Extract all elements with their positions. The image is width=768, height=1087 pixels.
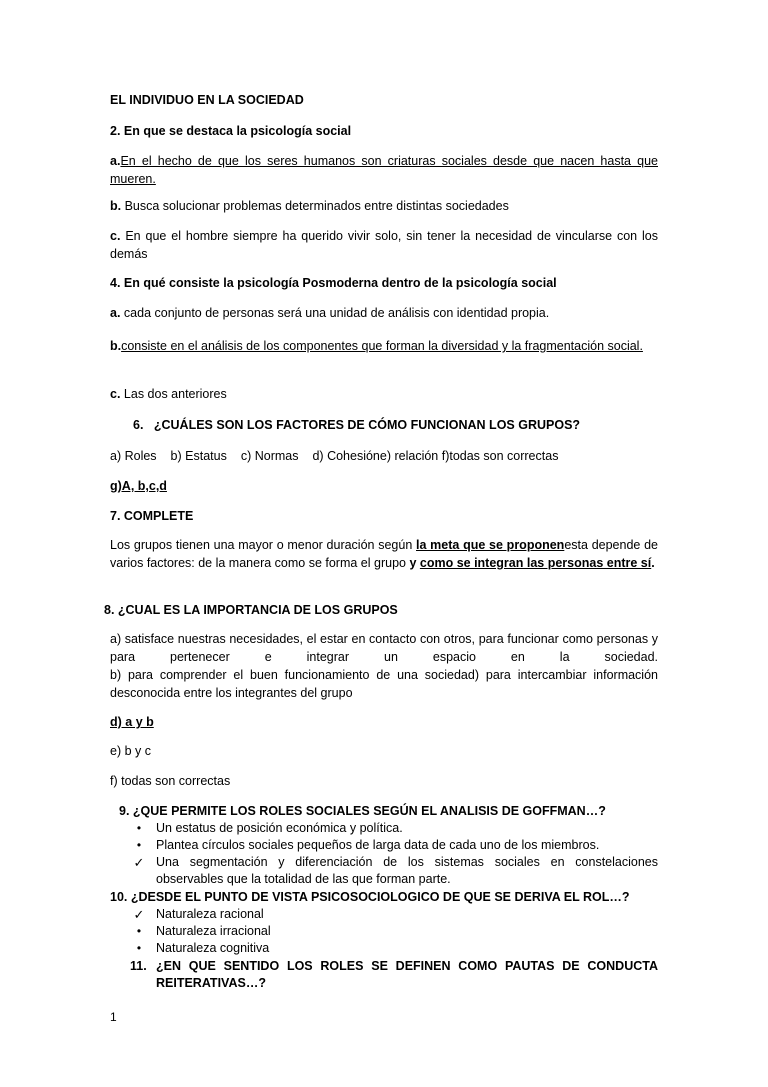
bullet-icon: •	[136, 924, 142, 938]
q9-item-1: Un estatus de posición económica y política.	[156, 821, 403, 835]
q7-blank-2: como se integran las personas entre sí	[419, 556, 652, 570]
q8-option-e: e) b y c	[110, 744, 151, 758]
q4-option-a-text: cada conjunto de personas será una unidad de análisis con identidad propia.	[120, 306, 550, 320]
q8-option-a: a) satisface nuestras necesidades, el estar en contacto con otros, para funcionar como personas y para pertenecer e integrar un espacio en la sociedad.	[110, 632, 658, 664]
document-title: EL INDIVIDUO EN LA SOCIEDAD	[110, 93, 304, 107]
q6-option-d: d) Cohesióne) relación f)todas son correctas	[312, 449, 559, 463]
q2-option-a-letter: a.	[110, 154, 121, 168]
q6-options	[110, 447, 658, 465]
q4-option-c-text: Las dos anteriores	[120, 387, 227, 401]
q2-option-b	[110, 197, 658, 215]
q4-option-a-letter: a.	[110, 306, 121, 320]
question-8: 8. ¿CUAL ES LA IMPORTANCIA DE LOS GRUPOS	[104, 603, 398, 617]
q2-option-c	[110, 227, 658, 263]
q10-item-3: Naturaleza cognitiva	[156, 941, 270, 955]
bullet-icon: •	[136, 941, 142, 955]
q6-text: ¿CUÁLES SON LOS FACTORES DE CÓMO FUNCIONAN LOS GRUPOS?	[153, 418, 581, 432]
q9-item-2: Plantea círculos sociales pequeños de larga data de cada uno de los miembros.	[156, 838, 600, 852]
q7-text-part-4: .	[651, 556, 655, 570]
q4-option-b-text: consiste en el análisis de los componentes que forman la diversidad y la fragmentación social.	[121, 339, 643, 353]
q6-option-a: a) Roles	[110, 449, 157, 463]
q11-number: 11.	[130, 959, 147, 973]
q4-option-c-letter: c.	[110, 387, 121, 401]
q4-option-a	[110, 304, 658, 322]
q2-option-a	[110, 152, 658, 188]
q7-text-part-3: y	[409, 556, 420, 570]
q6-option-c: c) Normas	[240, 449, 299, 463]
q8-option-b: b) para comprender el buen funcionamiento de una sociedad) para intercambiar información desconocida entre los integrantes del grupo	[110, 668, 658, 700]
question-6	[133, 416, 658, 434]
q2-option-c-letter: c.	[110, 229, 121, 243]
question-9: 9. ¿QUE PERMITE LOS ROLES SOCIALES SEGÚN EL ANALISIS DE GOFFMAN…?	[119, 804, 606, 818]
page-number: 1	[110, 1010, 117, 1024]
q6-answer: g)A, b,c,d	[110, 479, 167, 493]
question-7: 7. COMPLETE	[110, 509, 194, 523]
q2-option-a-text: En el hecho de que los seres humanos son criaturas sociales desde que nacen hasta que mueren.	[110, 154, 658, 186]
question-2: 2. En que se destaca la psicología social	[110, 124, 352, 138]
checkmark-icon: ✓	[133, 907, 145, 922]
q8-option-f: f) todas son correctas	[110, 774, 231, 788]
q7-text-part-1: Los grupos tienen una mayor o menor duración según	[110, 538, 417, 552]
q2-option-c-text: En que el hombre siempre ha querido vivir solo, sin tener la necesidad de vincularse con los demás	[110, 229, 658, 261]
bullet-icon: •	[136, 838, 142, 852]
q2-option-b-text: Busca solucionar problemas determinados entre distintas sociedades	[121, 199, 509, 213]
q10-item-1: Naturaleza racional	[156, 907, 264, 921]
q2-option-b-letter: b.	[110, 199, 122, 213]
q9-item-3: Una segmentación y diferenciación de los sistemas sociales en constelaciones observables que la totalidad de las que forman parte.	[156, 855, 658, 886]
q10-item-2: Naturaleza irracional	[156, 924, 271, 938]
checkmark-icon: ✓	[133, 855, 145, 870]
q7-text	[110, 536, 658, 572]
q6-number: 6.	[133, 418, 144, 432]
q6-option-b: b) Estatus	[170, 449, 227, 463]
question-11: ¿EN QUE SENTIDO LOS ROLES SE DEFINEN COMO PAUTAS DE CONDUCTA REITERATIVAS…?	[156, 959, 658, 990]
q4-option-b	[110, 337, 658, 355]
question-4: 4. En qué consiste la psicología Posmoderna dentro de la psicología social	[110, 276, 557, 290]
q7-text-part-2: esta depende de varios factores: de la manera como se forma el grupo	[110, 538, 658, 570]
q7-blank-1: la meta que se proponen	[416, 538, 565, 552]
question-10: 10. ¿DESDE EL PUNTO DE VISTA PSICOSOCIOLOGICO DE QUE SE DERIVA EL ROL…?	[110, 890, 630, 904]
bullet-icon: •	[136, 821, 142, 835]
q8-option-d: d) a y b	[110, 715, 154, 729]
q4-option-c	[110, 385, 658, 403]
q4-option-b-letter: b.	[110, 339, 122, 353]
